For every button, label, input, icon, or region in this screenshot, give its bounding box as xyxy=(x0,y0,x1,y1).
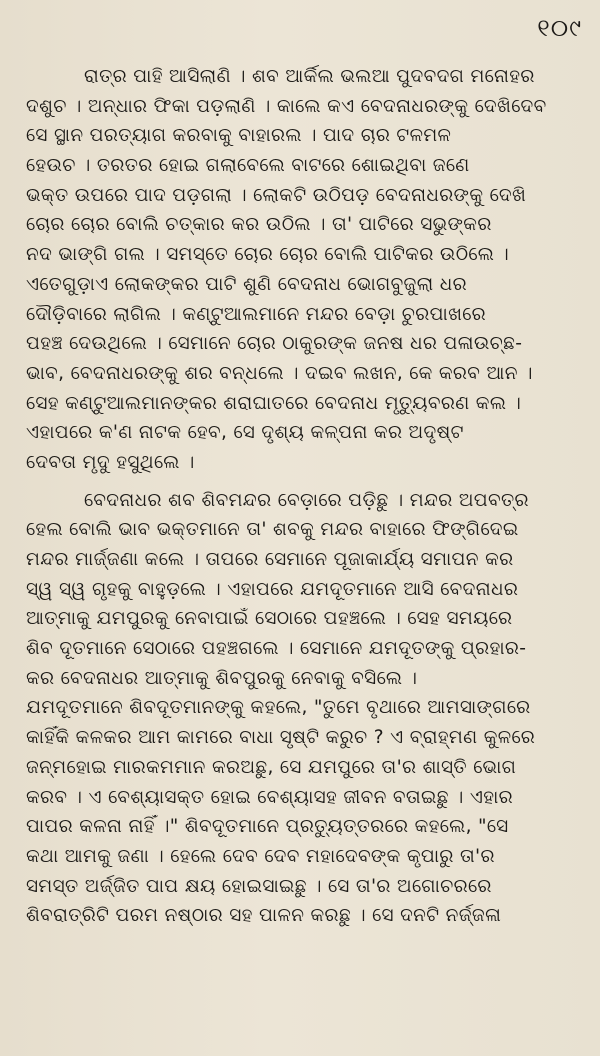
text-line: ଜନ୍ମହୋଇ ମାରକମମାନ କରଅଛୁ, ସେ ଯମପୁରେ ତା'ର ଶାସ୍ତି ଭୋଗ xyxy=(26,756,517,778)
text-line: ନଦ ଭାଙ୍ଗି ଗଲ । ସମସ୍ତେ ଚୋର ଚୋର ବୋଲି ପାଟିକର ଉଠିଲେ । xyxy=(26,244,510,266)
text-line: ସେହ କଣ୍ଟୁଆଲମାନଙ୍କର ଶରାଘାତରେ ବେଦନାଧ ମୃତ୍ୟୁବରଣ କଲ । xyxy=(26,392,522,414)
text-line: କଥା ଆମକୁ ଜଣା । ହେଲେ ଦେବ ଦେବ ମହାଦେବଙ୍କ କୃପାରୁ ତା'ର xyxy=(26,845,495,867)
text-line: ରାତ୍ର ପାହି ଆସିଲାଣି । ଶବ ଆର୍କିଲ ଭଲଆ ପୁଦବଦଗ ମନୋହର xyxy=(84,66,535,87)
text-line: ଆତ୍ମାକୁ ଯମପୁରକୁ ନେବାପାଇଁ ସେଠାରେ ପହଞ୍ଚଲେ । ସେହ ସମୟରେ xyxy=(26,608,513,630)
paragraph-gap xyxy=(26,478,586,486)
text-line: ଦଶୁଚ । ଅନ୍ଧାର ଫିକା ପଡ଼ଲାଣି । କାଲେ କଏ ବେଦନାଧରଙ୍କୁ ଦେଖିଦେବ xyxy=(26,95,547,117)
paragraph-2 xyxy=(26,486,586,931)
text-line: ହେଲ ବୋଲି ଭାବ ଭକ୍ତମାନେ ତା' ଶବକୁ ମନ୍ଦର ବାହାରେ ଫିଙ୍ଗିଦେଇ xyxy=(26,519,519,541)
text-line: ଦୌଡ଼ିବାରେ ଲାଗିଲ । କଣ୍ଟୁଆଲମାନେ ମନ୍ଦର ବେଡ଼ା ଚୁରପାଖରେ xyxy=(26,303,486,325)
text-line: ହେଉଚ । ତରତର ହୋଇ ଗଲାବେଲେ ବାଟରେ ଶୋଇଥିବା ଜଣେ xyxy=(26,155,470,177)
body-text xyxy=(26,62,586,931)
text-line: ଏହାପରେ କ'ଣ ନାଟକ ହେବ, ସେ ଦୃଶ୍ୟ କଳ୍ପନା କର ଅଦୃଷ୍ଟ xyxy=(26,422,464,444)
page-number: ୧୦୯ xyxy=(537,14,582,42)
text-line: ଚୋର ଚୋର ବୋଲି ଚତ୍କାର କର ଉଠିଲ । ତା' ପାଟିରେ ସଭୁଙ୍କର xyxy=(26,214,492,236)
text-line: ମନ୍ଦର ମାର୍ଜ୍ଜଣା କଲେ । ତାପରେ ସେମାନେ ପୂଜାକାର୍ଯ୍ୟ ସମାପନ କର xyxy=(26,549,514,570)
text-line: ସ୍ୱ ସ୍ୱ ଗୃହକୁ ବାହୁଡ଼ଲେ । ଏହାପରେ ଯମଦୂତମାନେ ଆସି ବେଦନାଧର xyxy=(26,578,519,600)
text-line: ଏତେଗୁଡ଼ାଏ ଲୋକଙ୍କର ପାଟି ଶୁଣି ବେଦନାଧ ଭୋଗବୁଜୁଲା ଧର xyxy=(26,273,468,295)
text-line: ପହଞ୍ଚ ଦେଉଥିଲେ । ସେମାନେ ଚୋର ଠାକୁରଙ୍କ ଜନଷ ଧର ପଳାଉଚ୍ଛ- xyxy=(26,333,523,355)
text-line: ଦେବତା ମୃଦୁ ହସୁଥିଲେ । xyxy=(26,451,195,473)
text-line: ଭାବ, ବେଦନାଧରଙ୍କୁ ଶର ବନ୍ଧଲେ । ଦଇବ ଲଖନ, କେ କରବ ଆନ । xyxy=(26,362,533,384)
text-line: ସମସ୍ତ ଅର୍ଜ୍ଜିତ ପାପ କ୍ଷୟ ହୋଇସାଇଛୁ । ସେ ତା'ର ଅଗୋଚରରେ xyxy=(26,875,492,897)
text-line: କାହିଁକି କଳକର ଆମ କାମରେ ବାଧା ସୃଷ୍ଟି କରୁଚ ? ଏ ବ୍ରାହ୍ମଣ କୁଳରେ xyxy=(26,727,536,749)
text-line: କରବ । ଏ ବେଶ୍ୟାସକ୍ତ ହୋଇ ବେଶ୍ୟାସହ ଜୀବନ ବତାଇଛୁ । ଏହାର xyxy=(26,786,514,808)
text-line: ଶିବରାତ୍ରିଟି ପରମ ନଷ୍ଠାର ସହ ପାଳନ କରଛୁ । ସେ ଦନଟି ନର୍ଜ୍ଜଳା xyxy=(26,905,502,927)
text-line: ଭକ୍ତ ଉପରେ ପାଦ ପଡ଼ଗଲା । ଲୋକଟି ଉଠିପଡ଼ ବେଦନାଧରଙ୍କୁ ଦେଖି xyxy=(26,184,527,206)
paragraph-1 xyxy=(26,62,586,478)
text-line: ପାପର କଳନା ନାହିଁ ।" ଶିବଦୂତମାନେ ପ୍ରତ୍ୟୁତ୍ତରରେ କହଲେ, "ସେ xyxy=(26,816,509,838)
text-line: ଶିବ ଦୂତମାନେ ସେଠାରେ ପହଞ୍ଚଗଲେ । ସେମାନେ ଯମଦୂତଙ୍କୁ ପ୍ରହାର- xyxy=(26,638,527,660)
text-line: ବେଦନାଧର ଶବ ଶିବମନ୍ଦର ବେଡ଼ାରେ ପଡ଼ିଛୁ । ମନ୍ଦର ଅପବତ୍ର xyxy=(84,489,529,511)
text-line: କର ବେଦନାଧର ଆତ୍ମାକୁ ଶିବପୁରକୁ ନେବାକୁ ବସିଲେ । xyxy=(26,667,418,689)
text-line: ସେ ସ୍ଥାନ ପରତ୍ୟାଗ କରବାକୁ ବାହାରଲ । ପାଦ ଚାର ଟଳମଳ xyxy=(26,125,452,147)
text-line: ଯମଦୂତମାନେ ଶିବଦୂତମାନଙ୍କୁ କହଲେ, "ତୁମେ ବୃଥାରେ ଆମସାଙ୍ଗରେ xyxy=(26,697,531,719)
